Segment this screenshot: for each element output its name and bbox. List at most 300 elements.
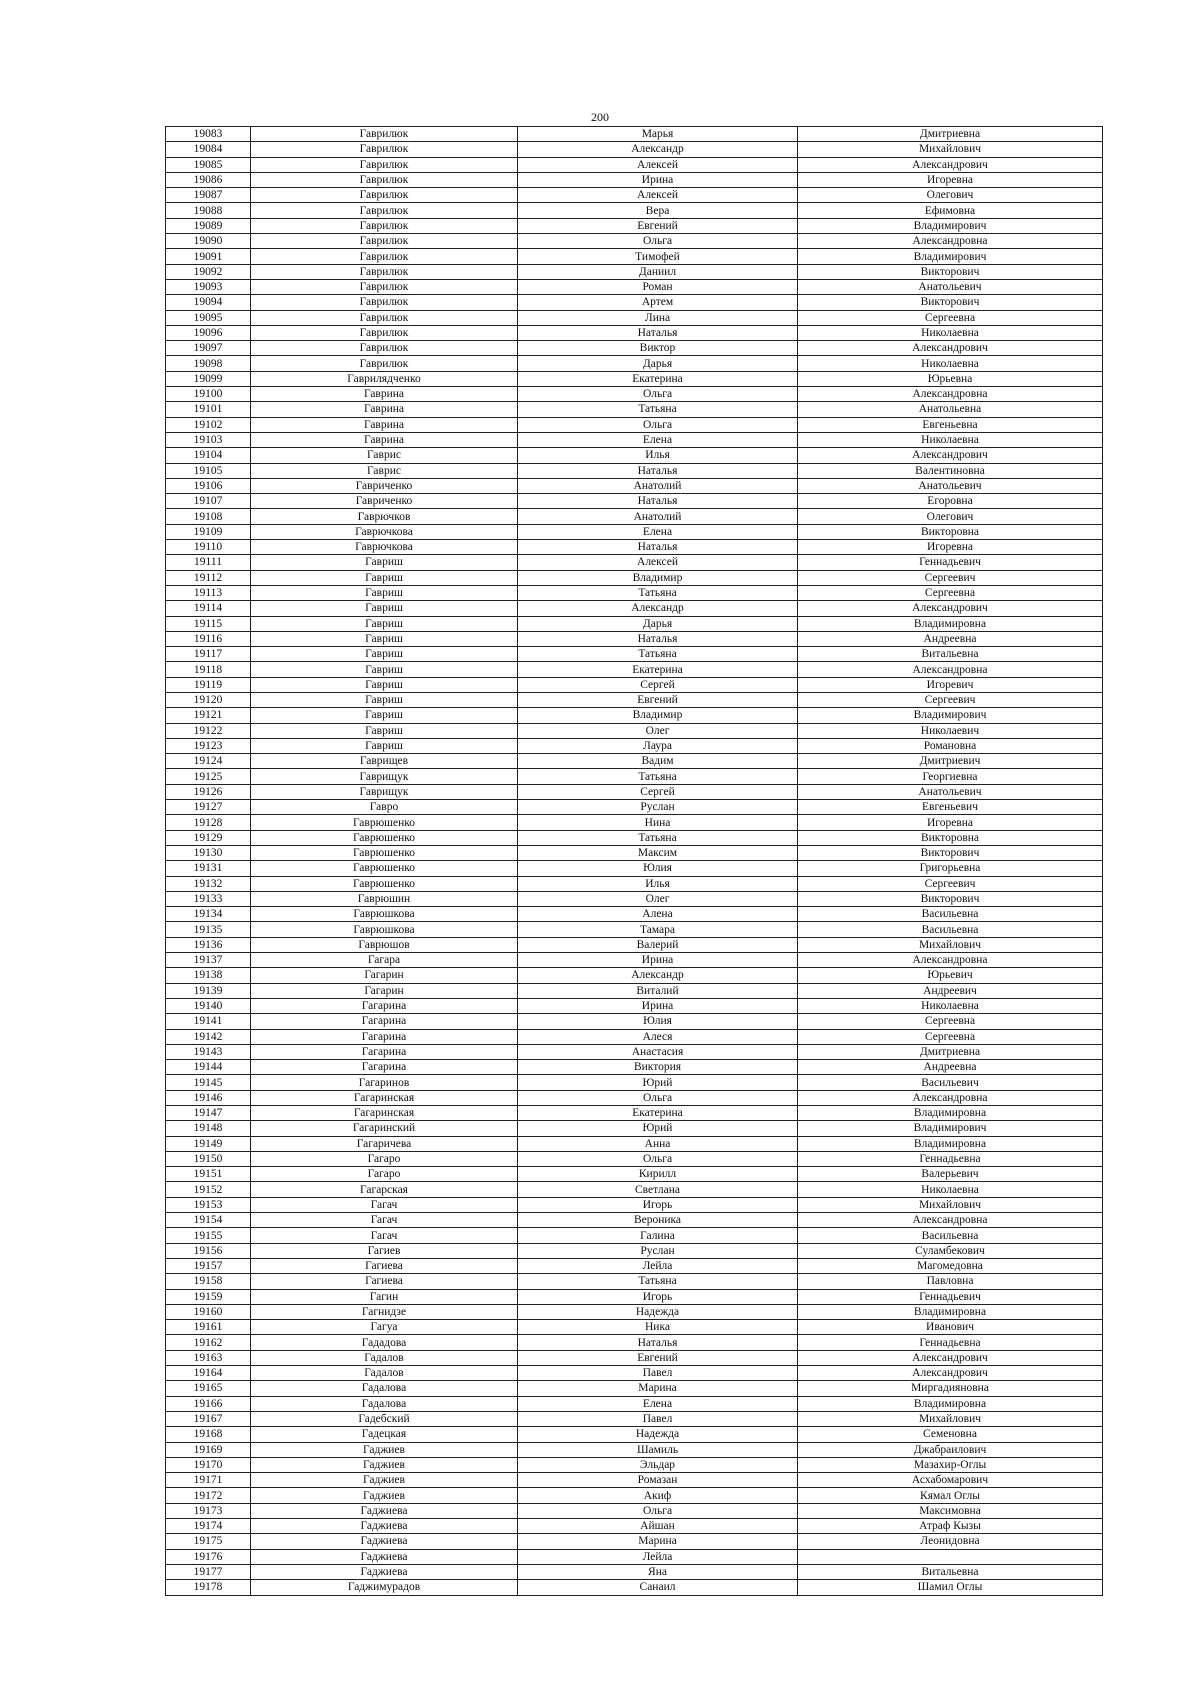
surname-cell: Гададова <box>251 1335 518 1350</box>
surname-cell: Гаврилядченко <box>251 371 518 386</box>
record-number-cell: 19110 <box>166 540 251 555</box>
table-row <box>166 815 1103 830</box>
surname-cell: Гагарина <box>251 1014 518 1029</box>
record-number-cell: 19155 <box>166 1228 251 1243</box>
record-number-cell: 19178 <box>166 1580 251 1595</box>
record-number-cell: 19083 <box>166 127 251 142</box>
surname-cell: Гавриченко <box>251 478 518 493</box>
surname-cell: Гаврилюк <box>251 172 518 187</box>
table-row <box>166 1304 1103 1319</box>
patronymic-cell: Семеновна <box>798 1427 1103 1442</box>
record-number-cell: 19161 <box>166 1320 251 1335</box>
surname-cell: Гаврина <box>251 402 518 417</box>
first-name-cell: Роман <box>518 279 798 294</box>
table-row <box>166 1151 1103 1166</box>
patronymic-cell: Александровна <box>798 662 1103 677</box>
surname-cell: Гаврюшенко <box>251 876 518 891</box>
first-name-cell: Виктор <box>518 341 798 356</box>
table-row <box>166 692 1103 707</box>
record-number-cell: 19100 <box>166 387 251 402</box>
patronymic-cell: Александровна <box>798 1213 1103 1228</box>
surname-cell: Гавриш <box>251 585 518 600</box>
record-number-cell: 19150 <box>166 1151 251 1166</box>
patronymic-cell: Сергеевна <box>798 585 1103 600</box>
patronymic-cell: Джабраилович <box>798 1442 1103 1457</box>
table-row <box>166 448 1103 463</box>
surname-cell: Гагач <box>251 1197 518 1212</box>
patronymic-cell: Александрович <box>798 601 1103 616</box>
first-name-cell: Яна <box>518 1564 798 1579</box>
record-number-cell: 19103 <box>166 432 251 447</box>
patronymic-cell: Андреевич <box>798 983 1103 998</box>
table-row <box>166 998 1103 1013</box>
surname-cell: Гавриш <box>251 738 518 753</box>
patronymic-cell: Игоревич <box>798 677 1103 692</box>
patronymic-cell: Магомедовна <box>798 1258 1103 1273</box>
patronymic-cell: Александровна <box>798 953 1103 968</box>
patronymic-cell: Егоровна <box>798 494 1103 509</box>
table-row <box>166 524 1103 539</box>
record-number-cell: 19092 <box>166 264 251 279</box>
first-name-cell: Павел <box>518 1366 798 1381</box>
first-name-cell: Ольга <box>518 387 798 402</box>
table-row <box>166 295 1103 310</box>
table-row <box>166 1396 1103 1411</box>
record-number-cell: 19171 <box>166 1473 251 1488</box>
first-name-cell: Наталья <box>518 494 798 509</box>
record-number-cell: 19111 <box>166 555 251 570</box>
record-number-cell: 19112 <box>166 570 251 585</box>
surname-cell: Гагач <box>251 1228 518 1243</box>
patronymic-cell: Михайлович <box>798 937 1103 952</box>
patronymic-cell: Анатольевич <box>798 784 1103 799</box>
table-row <box>166 1014 1103 1029</box>
surname-cell: Гаджиева <box>251 1534 518 1549</box>
patronymic-cell: Владимировна <box>798 1396 1103 1411</box>
patronymic-cell: Викторович <box>798 295 1103 310</box>
table-row <box>166 1503 1103 1518</box>
patronymic-cell: Александрович <box>798 448 1103 463</box>
record-number-cell: 19116 <box>166 631 251 646</box>
table-row <box>166 1213 1103 1228</box>
surname-cell: Гавриш <box>251 692 518 707</box>
patronymic-cell: Сергеевич <box>798 692 1103 707</box>
first-name-cell: Наталья <box>518 631 798 646</box>
first-name-cell: Вероника <box>518 1213 798 1228</box>
first-name-cell: Илья <box>518 876 798 891</box>
table-row <box>166 1258 1103 1273</box>
table-row <box>166 800 1103 815</box>
record-number-cell: 19146 <box>166 1090 251 1105</box>
table-row <box>166 1197 1103 1212</box>
first-name-cell: Тимофей <box>518 249 798 264</box>
patronymic-cell: Юрьевна <box>798 371 1103 386</box>
patronymic-cell: Дмитриевич <box>798 754 1103 769</box>
surname-cell: Гавриш <box>251 677 518 692</box>
table-row <box>166 218 1103 233</box>
record-number-cell: 19117 <box>166 647 251 662</box>
record-number-cell: 19104 <box>166 448 251 463</box>
record-number-cell: 19162 <box>166 1335 251 1350</box>
table-row <box>166 1427 1103 1442</box>
patronymic-cell: Анатольевич <box>798 279 1103 294</box>
surname-cell: Гагаринов <box>251 1075 518 1090</box>
table-row <box>166 1580 1103 1595</box>
table-row <box>166 1335 1103 1350</box>
patronymic-cell: Сергеевич <box>798 876 1103 891</box>
patronymic-cell: Шамил Оглы <box>798 1580 1103 1595</box>
surname-cell: Гаврис <box>251 463 518 478</box>
record-number-cell: 19174 <box>166 1519 251 1534</box>
first-name-cell: Наталья <box>518 325 798 340</box>
table-row <box>166 310 1103 325</box>
surname-cell: Гаврилюк <box>251 325 518 340</box>
record-number-cell: 19177 <box>166 1564 251 1579</box>
record-number-cell: 19166 <box>166 1396 251 1411</box>
surname-cell: Гагаринский <box>251 1121 518 1136</box>
surname-cell: Гаджиев <box>251 1488 518 1503</box>
first-name-cell: Светлана <box>518 1182 798 1197</box>
record-number-cell: 19151 <box>166 1167 251 1182</box>
table-row <box>166 1121 1103 1136</box>
table-row <box>166 432 1103 447</box>
first-name-cell: Санаил <box>518 1580 798 1595</box>
table-row <box>166 1564 1103 1579</box>
record-number-cell: 19096 <box>166 325 251 340</box>
table-row <box>166 387 1103 402</box>
patronymic-cell: Леонидовна <box>798 1534 1103 1549</box>
surname-cell: Гагуа <box>251 1320 518 1335</box>
surname-cell: Гавриченко <box>251 494 518 509</box>
surname-cell: Гаврилюк <box>251 234 518 249</box>
record-number-cell: 19101 <box>166 402 251 417</box>
first-name-cell: Дарья <box>518 356 798 371</box>
first-name-cell: Ольга <box>518 234 798 249</box>
surname-cell: Гагарина <box>251 1044 518 1059</box>
surname-cell: Гаврюшенко <box>251 861 518 876</box>
patronymic-cell: Кямал Оглы <box>798 1488 1103 1503</box>
patronymic-cell: Александровна <box>798 234 1103 249</box>
first-name-cell: Ирина <box>518 172 798 187</box>
first-name-cell: Сергей <box>518 784 798 799</box>
record-number-cell: 19156 <box>166 1243 251 1258</box>
surname-cell: Гагарин <box>251 968 518 983</box>
patronymic-cell: Геннадьевна <box>798 1335 1103 1350</box>
first-name-cell: Павел <box>518 1411 798 1426</box>
first-name-cell: Анатолий <box>518 478 798 493</box>
record-number-cell: 19160 <box>166 1304 251 1319</box>
first-name-cell: Татьяна <box>518 585 798 600</box>
first-name-cell: Руслан <box>518 1243 798 1258</box>
patronymic-cell: Михайлович <box>798 1411 1103 1426</box>
table-row <box>166 540 1103 555</box>
surname-cell: Гаджиев <box>251 1442 518 1457</box>
table-row <box>166 1029 1103 1044</box>
record-number-cell: 19123 <box>166 738 251 753</box>
table-row <box>166 356 1103 371</box>
table-row <box>166 953 1103 968</box>
patronymic-cell: Павловна <box>798 1274 1103 1289</box>
registry-table <box>165 126 1103 1596</box>
surname-cell: Гавриш <box>251 708 518 723</box>
record-number-cell: 19118 <box>166 662 251 677</box>
patronymic-cell: Геннадьевич <box>798 1289 1103 1304</box>
record-number-cell: 19109 <box>166 524 251 539</box>
patronymic-cell: Викторовна <box>798 830 1103 845</box>
first-name-cell: Наталья <box>518 1335 798 1350</box>
patronymic-cell: Александровна <box>798 387 1103 402</box>
table-row <box>166 1289 1103 1304</box>
surname-cell: Гадалова <box>251 1396 518 1411</box>
table-row <box>166 1044 1103 1059</box>
surname-cell: Гагач <box>251 1213 518 1228</box>
record-number-cell: 19138 <box>166 968 251 983</box>
first-name-cell: Лина <box>518 310 798 325</box>
surname-cell: Гагарина <box>251 1029 518 1044</box>
surname-cell: Гагара <box>251 953 518 968</box>
table-row <box>166 968 1103 983</box>
surname-cell: Гавриш <box>251 601 518 616</box>
record-number-cell: 19099 <box>166 371 251 386</box>
patronymic-cell: Владимирович <box>798 249 1103 264</box>
first-name-cell: Анна <box>518 1136 798 1151</box>
record-number-cell: 19131 <box>166 861 251 876</box>
patronymic-cell: Владимировна <box>798 1136 1103 1151</box>
first-name-cell: Игорь <box>518 1197 798 1212</box>
registry-table-body <box>166 127 1103 1596</box>
table-row <box>166 845 1103 860</box>
surname-cell: Гаврилюк <box>251 295 518 310</box>
first-name-cell: Елена <box>518 432 798 447</box>
table-row <box>166 1228 1103 1243</box>
patronymic-cell: Васильевна <box>798 1228 1103 1243</box>
table-row <box>166 1381 1103 1396</box>
patronymic-cell: Георгиевна <box>798 769 1103 784</box>
patronymic-cell: Максимовна <box>798 1503 1103 1518</box>
table-row <box>166 1473 1103 1488</box>
table-row <box>166 1167 1103 1182</box>
patronymic-cell: Иванович <box>798 1320 1103 1335</box>
first-name-cell: Лейла <box>518 1549 798 1564</box>
record-number-cell: 19137 <box>166 953 251 968</box>
patronymic-cell: Романовна <box>798 738 1103 753</box>
first-name-cell: Ника <box>518 1320 798 1335</box>
table-row <box>166 907 1103 922</box>
record-number-cell: 19088 <box>166 203 251 218</box>
table-row <box>166 1534 1103 1549</box>
table-row <box>166 1442 1103 1457</box>
first-name-cell: Артем <box>518 295 798 310</box>
surname-cell: Гагаринская <box>251 1090 518 1105</box>
first-name-cell: Юлия <box>518 1014 798 1029</box>
surname-cell: Гаврючкова <box>251 540 518 555</box>
surname-cell: Гагарина <box>251 998 518 1013</box>
patronymic-cell: Дмитриевна <box>798 1044 1103 1059</box>
first-name-cell: Надежда <box>518 1427 798 1442</box>
table-row <box>166 922 1103 937</box>
record-number-cell: 19165 <box>166 1381 251 1396</box>
first-name-cell: Александр <box>518 601 798 616</box>
first-name-cell: Виталий <box>518 983 798 998</box>
patronymic-cell: Викторович <box>798 845 1103 860</box>
patronymic-cell: Александрович <box>798 157 1103 172</box>
first-name-cell: Анатолий <box>518 509 798 524</box>
surname-cell: Гадалов <box>251 1366 518 1381</box>
record-number-cell: 19097 <box>166 341 251 356</box>
first-name-cell: Сергей <box>518 677 798 692</box>
record-number-cell: 19133 <box>166 891 251 906</box>
table-row <box>166 1243 1103 1258</box>
first-name-cell: Надежда <box>518 1304 798 1319</box>
first-name-cell: Алексей <box>518 188 798 203</box>
record-number-cell: 19102 <box>166 417 251 432</box>
first-name-cell: Виктория <box>518 1060 798 1075</box>
patronymic-cell: Николаевна <box>798 1182 1103 1197</box>
table-row <box>166 478 1103 493</box>
table-row <box>166 723 1103 738</box>
table-row <box>166 555 1103 570</box>
table-row <box>166 570 1103 585</box>
surname-cell: Гавриш <box>251 631 518 646</box>
patronymic-cell: Ефимовна <box>798 203 1103 218</box>
record-number-cell: 19114 <box>166 601 251 616</box>
patronymic-cell: Владимирович <box>798 1121 1103 1136</box>
surname-cell: Гадалова <box>251 1381 518 1396</box>
surname-cell: Гаджиев <box>251 1457 518 1472</box>
table-row <box>166 1274 1103 1289</box>
first-name-cell: Елена <box>518 1396 798 1411</box>
first-name-cell: Алена <box>518 907 798 922</box>
surname-cell: Гаврилюк <box>251 127 518 142</box>
record-number-cell: 19148 <box>166 1121 251 1136</box>
first-name-cell: Елена <box>518 524 798 539</box>
record-number-cell: 19086 <box>166 172 251 187</box>
record-number-cell: 19106 <box>166 478 251 493</box>
surname-cell: Гаджимурадов <box>251 1580 518 1595</box>
patronymic-cell: Мазахир-Оглы <box>798 1457 1103 1472</box>
table-row <box>166 494 1103 509</box>
table-row <box>166 647 1103 662</box>
first-name-cell: Игорь <box>518 1289 798 1304</box>
patronymic-cell: Игоревна <box>798 815 1103 830</box>
first-name-cell: Юрий <box>518 1121 798 1136</box>
patronymic-cell: Васильевич <box>798 1075 1103 1090</box>
first-name-cell: Анастасия <box>518 1044 798 1059</box>
record-number-cell: 19113 <box>166 585 251 600</box>
patronymic-cell: Викторович <box>798 264 1103 279</box>
first-name-cell: Татьяна <box>518 1274 798 1289</box>
record-number-cell: 19085 <box>166 157 251 172</box>
surname-cell: Гаврилюк <box>251 279 518 294</box>
first-name-cell: Тамара <box>518 922 798 937</box>
record-number-cell: 19153 <box>166 1197 251 1212</box>
table-row <box>166 234 1103 249</box>
patronymic-cell: Владимирович <box>798 218 1103 233</box>
surname-cell: Гаврина <box>251 417 518 432</box>
surname-cell: Гаврюшин <box>251 891 518 906</box>
record-number-cell: 19084 <box>166 142 251 157</box>
first-name-cell: Ольга <box>518 1090 798 1105</box>
first-name-cell: Евгений <box>518 218 798 233</box>
page-number: 200 <box>591 110 609 124</box>
surname-cell: Гаврилюк <box>251 142 518 157</box>
patronymic-cell: Атраф Кызы <box>798 1519 1103 1534</box>
record-number-cell: 19144 <box>166 1060 251 1075</box>
record-number-cell: 19121 <box>166 708 251 723</box>
first-name-cell: Татьяна <box>518 402 798 417</box>
surname-cell: Гаджиева <box>251 1519 518 1534</box>
first-name-cell: Ольга <box>518 1503 798 1518</box>
patronymic-cell: Анатольевич <box>798 478 1103 493</box>
table-row <box>166 1320 1103 1335</box>
table-row <box>166 1519 1103 1534</box>
table-row <box>166 157 1103 172</box>
surname-cell: Гагиева <box>251 1258 518 1273</box>
table-row <box>166 402 1103 417</box>
first-name-cell: Алексей <box>518 555 798 570</box>
patronymic-cell: Владимирович <box>798 708 1103 723</box>
surname-cell: Гаджиева <box>251 1564 518 1579</box>
first-name-cell: Евгений <box>518 1350 798 1365</box>
table-row <box>166 127 1103 142</box>
record-number-cell: 19120 <box>166 692 251 707</box>
patronymic-cell: Николаевна <box>798 998 1103 1013</box>
surname-cell: Гаврилюк <box>251 356 518 371</box>
first-name-cell: Олег <box>518 891 798 906</box>
table-row <box>166 983 1103 998</box>
record-number-cell: 19143 <box>166 1044 251 1059</box>
patronymic-cell: Александровна <box>798 1090 1103 1105</box>
record-number-cell: 19094 <box>166 295 251 310</box>
table-row <box>166 1090 1103 1105</box>
surname-cell: Гагиев <box>251 1243 518 1258</box>
table-row <box>166 1106 1103 1121</box>
surname-cell: Гаджиева <box>251 1503 518 1518</box>
surname-cell: Гаврина <box>251 387 518 402</box>
table-row <box>166 1366 1103 1381</box>
surname-cell: Гавриш <box>251 647 518 662</box>
surname-cell: Гагаро <box>251 1151 518 1166</box>
first-name-cell: Руслан <box>518 800 798 815</box>
table-row <box>166 784 1103 799</box>
table-row <box>166 754 1103 769</box>
record-number-cell: 19087 <box>166 188 251 203</box>
table-row <box>166 1488 1103 1503</box>
patronymic-cell: Николаевна <box>798 356 1103 371</box>
first-name-cell: Эльдар <box>518 1457 798 1472</box>
record-number-cell: 19128 <box>166 815 251 830</box>
surname-cell: Гаврилюк <box>251 188 518 203</box>
first-name-cell: Даниил <box>518 264 798 279</box>
first-name-cell: Екатерина <box>518 662 798 677</box>
first-name-cell: Наталья <box>518 540 798 555</box>
first-name-cell: Лейла <box>518 1258 798 1273</box>
patronymic-cell: Игоревна <box>798 172 1103 187</box>
patronymic-cell: Олегович <box>798 188 1103 203</box>
first-name-cell: Вадим <box>518 754 798 769</box>
record-number-cell: 19115 <box>166 616 251 631</box>
first-name-cell: Юлия <box>518 861 798 876</box>
record-number-cell: 19124 <box>166 754 251 769</box>
surname-cell: Гаврилюк <box>251 341 518 356</box>
record-number-cell: 19136 <box>166 937 251 952</box>
surname-cell: Гаврищук <box>251 784 518 799</box>
record-number-cell: 19095 <box>166 310 251 325</box>
first-name-cell: Татьяна <box>518 830 798 845</box>
patronymic-cell: Александрович <box>798 341 1103 356</box>
surname-cell: Гагаро <box>251 1167 518 1182</box>
patronymic-cell: Николаевна <box>798 325 1103 340</box>
